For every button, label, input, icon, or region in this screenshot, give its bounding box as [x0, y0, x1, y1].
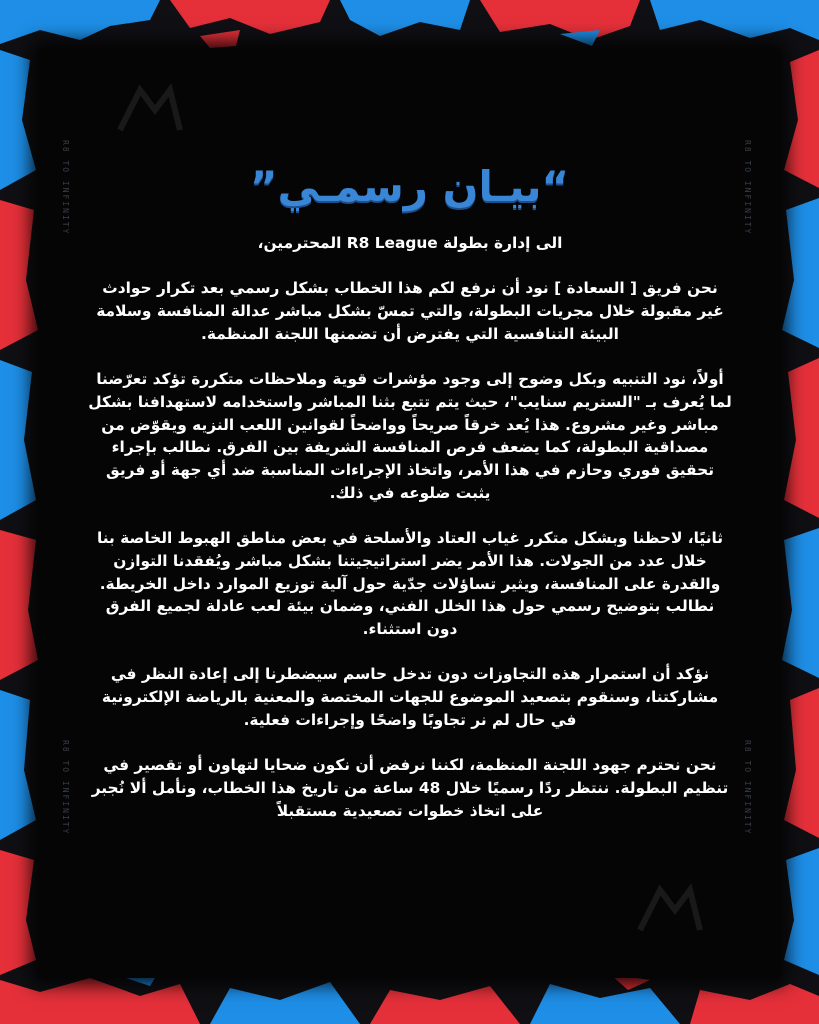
statement-paragraph-second: ثانيًا، لاحظنا وبشكل متكرر غياب العتاد والأسلحة في بعض مناطق الهبوط الخاصة بنا خلال عدد من الجولات. هذا الأمر يضر استراتيجيتنا بشكل مباشر ويُفقدنا التوازن والقدرة على المنافسة، ويثير تساؤلات جدّية حول آلية توزيع الموارد داخل الخريطة. نطالب بتوضيح رسمي حول هذا الخلل الفني، وضمان بيئة لعب عادلة لجميع الفرق دون استثناء.	[96, 529, 724, 638]
side-tagline-left-bottom: R8 TO INFINITY	[61, 740, 70, 836]
statement-paragraph-warning: نؤكد أن استمرار هذه التجاوزات دون تدخل حاسم سيضطرنا إلى إعادة النظر في مشاركتنا، وسنقوم بتصعيد الموضوع للجهات المختصة والمعنية بالرياضة الإلكترونية في حال لم نر تجاوبًا واضحًا وإجراءات فعلية.	[101, 665, 719, 729]
side-tagline-right-top: R8 TO INFINITY	[743, 140, 752, 236]
statement-title: “بيـان رسمـي”	[249, 162, 570, 211]
statement-body	[88, 232, 732, 822]
r8-watermark-icon	[110, 80, 190, 140]
statement-paragraph-first: أولاً، نود التنبيه وبكل وضوح إلى وجود مؤشرات قوية وملاحظات متكررة تؤكد تعرّضنا لما يُعرف بـ "الستريم سنايب"، حيث يتم تتبع بثنا المباشر واستخدامه لاستهدافنا بشكل مباشر وغير مشروع. هذا يُعد خرقاً صريحاً وواضحاً لقوانين اللعب النزيه ويقوّض من مصداقية البطولة، كما يضعف فرص المنافسة الشريفة بين الفرق. نطالب بإجراء تحقيق فوري وحازم في هذا الأمر، واتخاذ الإجراءات المناسبة ضد أي جهة أو فريق يثبت ضلوعه في ذلك.	[88, 370, 732, 502]
statement-salutation: الى إدارة بطولة R8 League المحترمين،	[257, 234, 563, 252]
r8-watermark-icon	[630, 880, 710, 940]
side-tagline-right-bottom: R8 TO INFINITY	[743, 740, 752, 836]
statement-paragraph-closing: نحن نحترم جهود اللجنة المنظمة، لكننا نرفض أن نكون ضحايا لتهاون أو تقصير في تنظيم البطولة. ننتظر ردًا رسميًا خلال 48 ساعة من تاريخ هذا الخطاب، ونأمل ألا نُجبر على اتخاذ خطوات تصعيدية مستقبلاً	[91, 756, 729, 820]
side-tagline-left-top: R8 TO INFINITY	[61, 140, 70, 236]
statement-paragraph-intro: نحن فريق [ السعادة ] نود أن نرفع لكم هذا الخطاب بشكل رسمي بعد تكرار حوادث غير مقبولة خلال مجريات البطولة، والتي تمسّ بشكل مباشر عدالة المنافسة وسلامة البيئة التنافسية التي يفترض أن تضمنها اللجنة المنظمة.	[96, 279, 724, 343]
